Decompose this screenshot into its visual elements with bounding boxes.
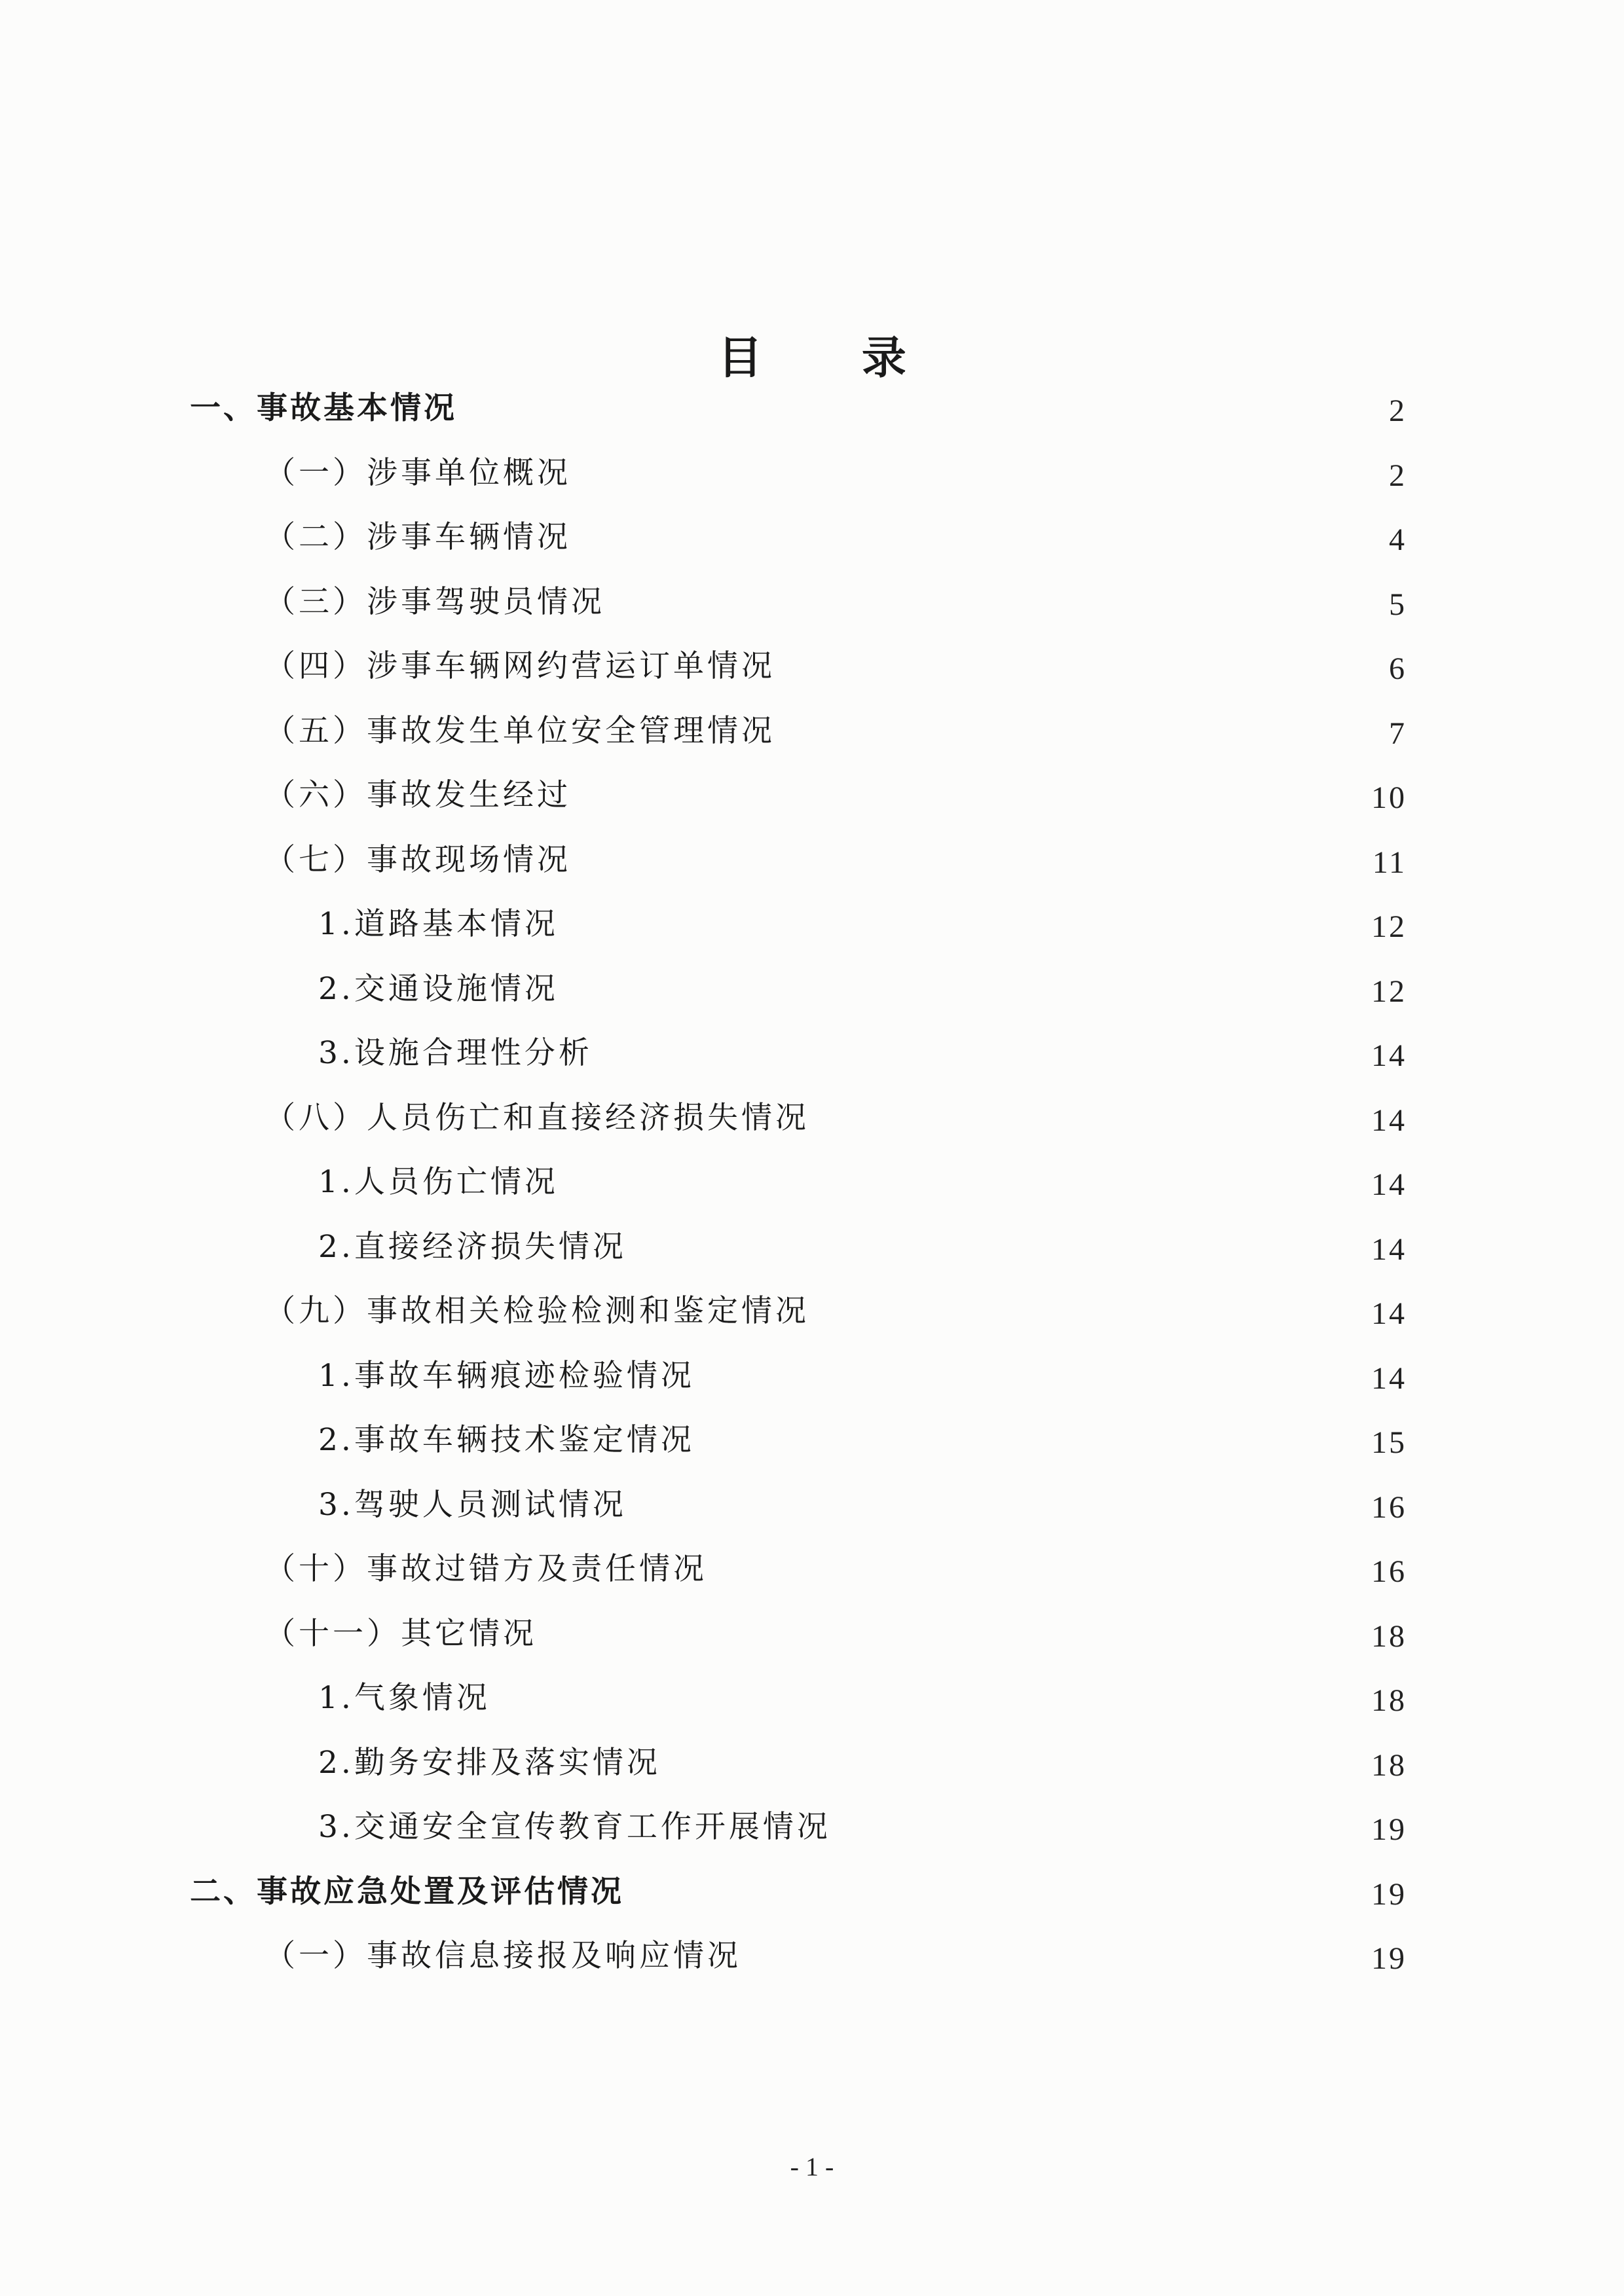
toc-entry-title: 2.直接经济损失情况 — [318, 1228, 627, 1265]
toc-entry[interactable] — [0, 519, 1624, 583]
toc-entry[interactable] — [0, 776, 1624, 841]
toc-entry[interactable] — [0, 712, 1624, 777]
toc-entry[interactable] — [0, 1937, 1624, 2002]
toc-entry[interactable] — [0, 841, 1624, 906]
toc-entry-page-number: 5 — [1389, 587, 1407, 622]
toc-entry-page-number: 14 — [1371, 1296, 1407, 1331]
page-number: - 1 - — [790, 2152, 834, 2181]
toc-entry-title: 3.交通安全宣传教育工作开展情况 — [318, 1809, 831, 1845]
toc-entry-page-number: 7 — [1389, 716, 1407, 751]
toc-entry[interactable] — [0, 1808, 1624, 1873]
toc-entry[interactable] — [0, 1486, 1624, 1551]
toc-entry-title: 1.道路基本情况 — [318, 906, 559, 942]
toc-entry-page-number: 11 — [1372, 845, 1407, 880]
toc-entry-page-number: 14 — [1371, 1038, 1407, 1073]
toc-entry-page-number: 14 — [1371, 1360, 1407, 1396]
toc-entry-page-number: 12 — [1371, 974, 1407, 1009]
toc-entry[interactable] — [0, 1744, 1624, 1809]
toc-entry-title: 1.事故车辆痕迹检验情况 — [318, 1357, 695, 1394]
toc-entry[interactable] — [0, 1292, 1624, 1357]
toc-entry[interactable] — [0, 1873, 1624, 1938]
toc-entry[interactable] — [0, 1034, 1624, 1099]
toc-entry-page-number: 18 — [1371, 1747, 1407, 1783]
toc-entry[interactable] — [0, 1099, 1624, 1164]
toc-entry[interactable] — [0, 647, 1624, 712]
toc-entry[interactable] — [0, 1550, 1624, 1615]
toc-entry-title: 3.驾驶人员测试情况 — [318, 1486, 627, 1523]
toc-entry-title: 1.气象情况 — [318, 1680, 490, 1716]
toc-entry-page-number: 16 — [1371, 1554, 1407, 1589]
toc-entry[interactable] — [0, 1357, 1624, 1422]
toc-entry[interactable] — [0, 1679, 1624, 1744]
toc-entry-page-number: 14 — [1371, 1102, 1407, 1138]
toc-entry-page-number: 4 — [1389, 522, 1407, 557]
toc-entry-title: （九）事故相关检验检测和鉴定情况 — [265, 1293, 809, 1329]
toc-entry-page-number: 2 — [1389, 458, 1407, 493]
toc-entry-page-number: 14 — [1371, 1231, 1407, 1267]
toc-entry-page-number: 2 — [1389, 393, 1407, 428]
toc-entry-title: （十一）其它情况 — [265, 1615, 537, 1652]
toc-entry-title: 2.交通设施情况 — [318, 970, 559, 1007]
toc-entry-page-number: 18 — [1371, 1683, 1407, 1718]
toc-entry-page-number: 10 — [1371, 780, 1407, 815]
toc-entry-page-number: 18 — [1371, 1618, 1407, 1654]
toc-entry-page-number: 6 — [1389, 651, 1407, 686]
toc-entry-page-number: 19 — [1371, 1941, 1407, 1976]
page-title: 目 录 — [718, 332, 948, 384]
toc-entry-title: （七）事故现场情况 — [265, 841, 571, 878]
toc-entry-page-number: 16 — [1371, 1489, 1407, 1525]
toc-entry[interactable] — [0, 970, 1624, 1035]
toc-entry-page-number: 19 — [1371, 1876, 1407, 1912]
toc-entry-title: （四）涉事车辆网约营运订单情况 — [265, 648, 775, 684]
toc-entry-title: （五）事故发生单位安全管理情况 — [265, 712, 775, 749]
toc-entry-title: 3.设施合理性分析 — [318, 1035, 593, 1071]
toc-entry[interactable] — [0, 905, 1624, 970]
toc-entry-title: （二）涉事车辆情况 — [265, 519, 571, 555]
toc-entry-title: 2.事故车辆技术鉴定情况 — [318, 1422, 695, 1458]
toc-entry[interactable] — [0, 1228, 1624, 1293]
toc-entry[interactable] — [0, 390, 1624, 454]
toc-entry-title: （六）事故发生经过 — [265, 777, 571, 813]
table-of-contents — [0, 390, 1624, 2002]
toc-entry[interactable] — [0, 454, 1624, 519]
toc-entry-title: （一）事故信息接报及响应情况 — [265, 1938, 741, 1974]
toc-entry-page-number: 14 — [1371, 1167, 1407, 1202]
toc-entry-page-number: 15 — [1371, 1425, 1407, 1460]
toc-entry[interactable] — [0, 1163, 1624, 1228]
toc-entry-title: 二、事故应急处置及评估情况 — [190, 1873, 624, 1910]
toc-entry-page-number: 12 — [1371, 909, 1407, 944]
toc-entry-title: （三）涉事驾驶员情况 — [265, 583, 605, 620]
toc-entry-title: 1.人员伤亡情况 — [318, 1164, 559, 1200]
toc-entry-title: （十）事故过错方及责任情况 — [265, 1551, 707, 1587]
toc-entry[interactable] — [0, 1421, 1624, 1486]
toc-entry-title: 2.勤务安排及落实情况 — [318, 1744, 661, 1781]
toc-entry[interactable] — [0, 1615, 1624, 1680]
toc-entry-title: （八）人员伤亡和直接经济损失情况 — [265, 1099, 809, 1136]
toc-entry-page-number: 19 — [1371, 1812, 1407, 1847]
toc-entry[interactable] — [0, 583, 1624, 648]
toc-entry-title: 一、事故基本情况 — [190, 390, 457, 426]
toc-entry-title: （一）涉事单位概况 — [265, 454, 571, 491]
